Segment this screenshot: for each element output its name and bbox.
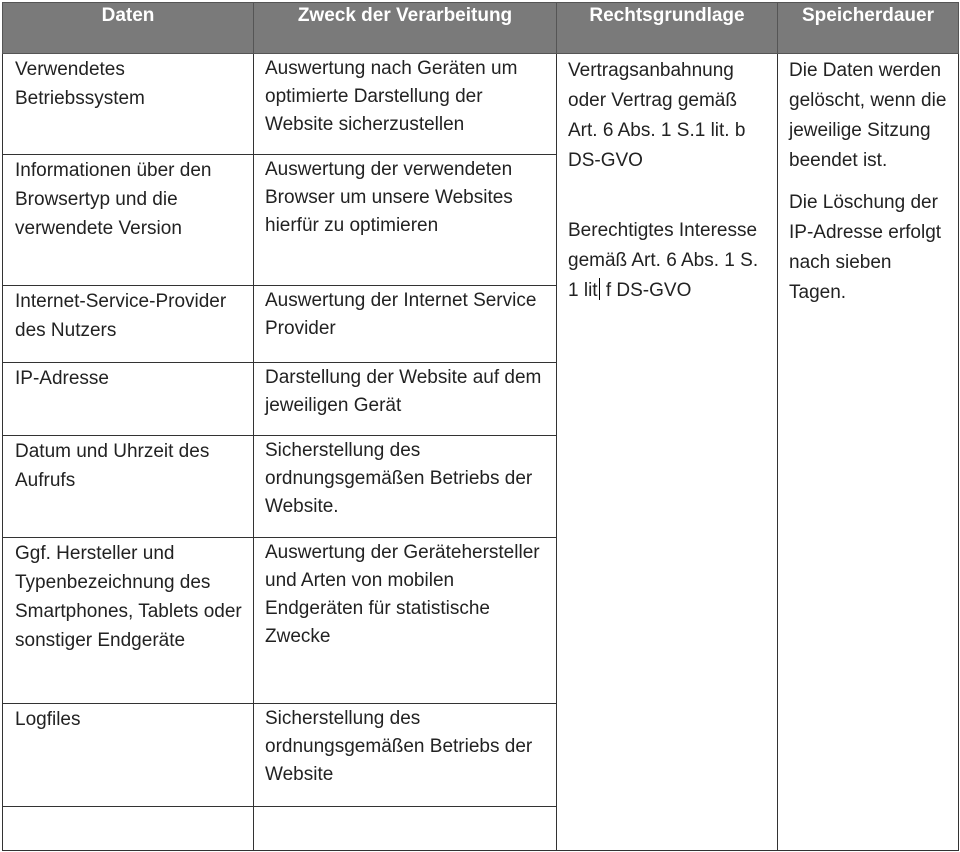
cell-zweck: Darstellung der Website auf dem jeweiligen Gerät	[254, 363, 557, 436]
cell-rechtsgrundlage	[557, 54, 778, 851]
header-rechtsgrundlage: Rechtsgrundlage	[557, 3, 778, 54]
cell-daten: Logfiles	[3, 704, 254, 807]
cell-zweck: Auswertung der Internet Service Provider	[254, 286, 557, 363]
rechtsgrundlage-interesse	[568, 216, 767, 306]
speicherdauer-ip: Die Löschung der IP-Adresse erfolgt nach sieben Tagen.	[789, 192, 942, 303]
table-row	[3, 54, 959, 155]
header-row	[3, 3, 959, 54]
cell-daten: Informationen über den Browsertyp und die verwendete Version	[3, 155, 254, 286]
rechtsgrundlage-vertrag: Vertragsanbahnung oder Vertrag gemäß Art. 6 Abs. 1 S.1 lit. b DS-GVO	[568, 60, 746, 171]
cell-zweck: Sicherstellung des ordnungsgemäßen Betriebs der Website	[254, 704, 557, 807]
cell-daten: Datum und Uhrzeit des Aufrufs	[3, 436, 254, 538]
speicherdauer-sitzung: Die Daten werden gelöscht, wenn die jeweilige Sitzung beendet ist.	[789, 60, 947, 171]
rechtsgrundlage-interesse-rest: f DS-GVO	[600, 280, 692, 301]
data-processing-table	[2, 2, 959, 851]
header-speicherdauer: Speicherdauer	[778, 3, 959, 54]
text-cursor	[599, 278, 600, 300]
cell-zweck: Auswertung der Gerätehersteller und Arten von mobilen Endgeräten für statistische Zwecke	[254, 538, 557, 704]
cell-zweck: Auswertung der verwendeten Browser um unsere Websites hierfür zu optimieren	[254, 155, 557, 286]
cell-zweck: Sicherstellung des ordnungsgemäßen Betriebs der Website.	[254, 436, 557, 538]
cell-speicherdauer	[778, 54, 959, 851]
rechtsgrundlage-interesse-text: Berechtigtes Interesse gemäß Art. 6 Abs. 1 S. 1 lit	[568, 220, 759, 301]
cell-zweck: Auswertung nach Geräten um optimierte Darstellung der Website sicherzustellen	[254, 54, 557, 155]
header-zweck: Zweck der Verarbeitung	[254, 3, 557, 54]
cell-daten: Ggf. Hersteller und Typenbezeichnung des Smartphones, Tablets oder sonstiger Endgeräte	[3, 538, 254, 704]
cell-zweck	[254, 807, 557, 851]
cell-daten: Internet-Service-Provider des Nutzers	[3, 286, 254, 363]
cell-daten	[3, 807, 254, 851]
cell-daten: Verwendetes Betriebssystem	[3, 54, 254, 155]
header-daten: Daten	[3, 3, 254, 54]
cell-daten: IP-Adresse	[3, 363, 254, 436]
